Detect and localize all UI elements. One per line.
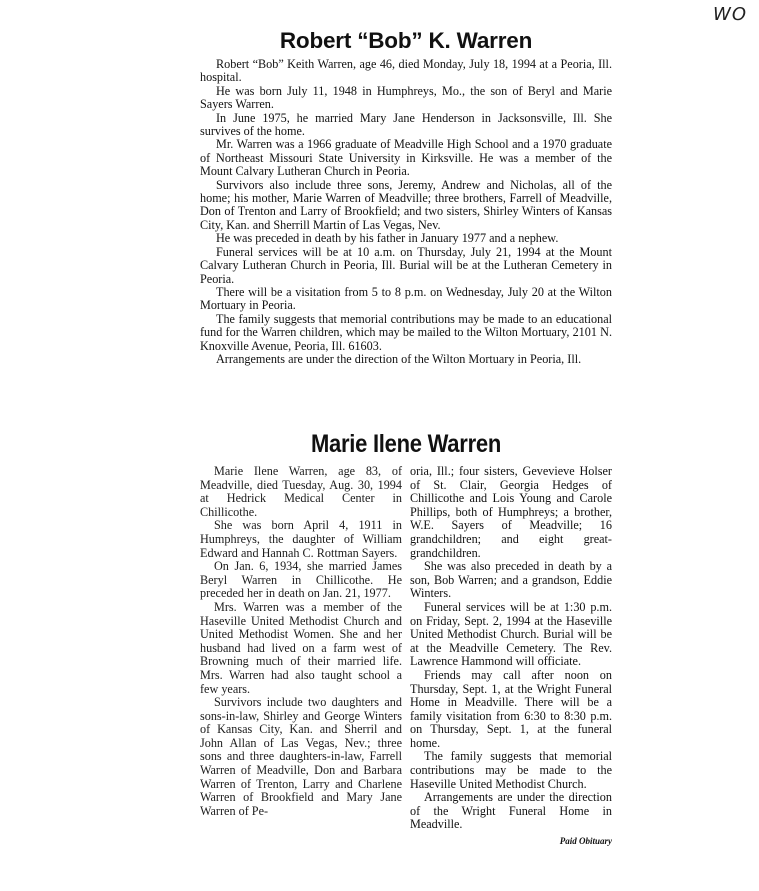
obituary-2-paragraph: She was also preceded in death by a son, Bob Warren; and a grandson, Eddie Winters. bbox=[410, 559, 612, 601]
obituary-2-left-column bbox=[200, 465, 402, 846]
obituary-2-right-column bbox=[410, 465, 612, 846]
obituary-2-paragraph: Survivors include two daughters and sons-in-law, Shirley and George Winters of Kansas City, Kan. and Sherril and John Allan of Las Vegas, Nev.; three sons and three daughters-in-law, Farrell Warren of Meadville, Don and Barbara Warren of Trenton, Larry and Charlene Warren of Brookfield and Mary Jane Warren of Pe- bbox=[200, 695, 402, 818]
obituary-1-paragraph: He was preceded in death by his father in January 1977 and a nephew. bbox=[216, 231, 559, 246]
obituary-2-paragraph: Marie Ilene Warren, age 83, of Meadville, died Tuesday, Aug. 30, 1994 at Hedrick Medical Center in Chillicothe. bbox=[200, 464, 402, 519]
obituary-1-paragraph: Mr. Warren was a 1966 graduate of Meadville High School and a 1970 graduate of Northeast Missouri State University in Kirksville. He was a member of the Mount Calvary Lutheran Church in Peoria. bbox=[200, 137, 612, 179]
obituary-2-columns bbox=[200, 465, 612, 846]
paid-obituary-label: Paid Obituary bbox=[559, 836, 612, 847]
obituary-2-paragraph: Mrs. Warren was a member of the Haseville United Methodist Church and United Methodist Women. She and her husband had lived on a farm west of Browning much of their married life. Mrs. Warren had also taught school a few years. bbox=[200, 599, 402, 696]
handwritten-corner-note: WO bbox=[713, 4, 747, 25]
obituary-2-paragraph: She was born April 4, 1911 in Humphreys, the daughter of William Edward and Hannah C. Rottman Sayers. bbox=[200, 518, 402, 560]
obituary-1-headline: Robert “Bob” K. Warren bbox=[279, 28, 533, 53]
obituary-1-paragraph: The family suggests that memorial contributions may be made to an educational fund for the Warren children, which may be mailed to the Wilton Mortuary, 2101 N. Knoxville Avenue, Peoria, Ill. 61603. bbox=[200, 311, 612, 353]
obituary-marie-warren bbox=[200, 430, 612, 846]
obituary-2-paragraph: Friends may call after noon on Thursday, Sept. 1, at the Wright Funeral Home in Meadville. There will be a family visitation from 6:30 to 8:30 p.m. on Thursday, Sept. 1, at the funeral home. bbox=[410, 667, 612, 750]
obituary-2-headline: Marie Ilene Warren bbox=[310, 430, 502, 458]
obituary-2-paragraph: Arrangements are under the direction of the Wright Funeral Home in Meadville. bbox=[410, 790, 612, 832]
obituary-2-paragraph: The family suggests that memorial contributions may be made to the Haseville United Methodist Church. bbox=[410, 749, 612, 791]
obituary-1-paragraph: Robert “Bob” Keith Warren, age 46, died Monday, July 18, 1994 at a Peoria, Ill. hospital. bbox=[200, 57, 612, 85]
obituary-1-paragraph: Arrangements are under the direction of the Wilton Mortuary in Peoria, Ill. bbox=[216, 351, 582, 366]
obituary-1-paragraph: There will be a visitation from 5 to 8 p.m. on Wednesday, July 20 at the Wilton Mortuary in Peoria. bbox=[200, 284, 612, 313]
obituary-1-paragraph: In June 1975, he married Mary Jane Henderson in Jacksonsville, Ill. She survives of the home. bbox=[200, 110, 612, 139]
obituary-1-paragraph: Funeral services will be at 10 a.m. on Thursday, July 21, 1994 at the Mount Calvary Lutheran Church in Peoria, Ill. Burial will be at the Lutheran Cemetery in Peoria. bbox=[200, 244, 612, 286]
obituary-1-paragraph: Survivors also include three sons, Jeremy, Andrew and Nicholas, all of the home; his mother, Marie Warren of Meadville; three brothers, Farrell of Meadville, Don of Trenton and Larry of Brookfield; and two sisters, Shirley Winters of Kansas City, Kan. and Sherrill Martin of Las Vegas, Nev. bbox=[200, 177, 612, 232]
obituary-2-paragraph: oria, Ill.; four sisters, Gevevieve Holser of St. Clair, Georgia Hedges of Chillicothe and Lois Young and Carole Phillips, both of Humphreys; a brother, W.E. Sayers of Meadville; 16 grandchildren; and eight great-grandchildren. bbox=[410, 464, 612, 560]
obituary-2-paragraph: Funeral services will be at 1:30 p.m. on Friday, Sept. 2, 1994 at the Haseville United Methodist Church. Burial will be at the Meadville Cemetery. The Rev. Lawrence Hammond will officiate. bbox=[410, 599, 612, 669]
obituary-robert-warren bbox=[200, 28, 612, 366]
obituary-2-paragraph: On Jan. 6, 1934, she married James Beryl Warren in Chillicothe. He preceded her in death on Jan. 21, 1977. bbox=[200, 559, 402, 601]
obituary-1-paragraph: He was born July 11, 1948 in Humphreys, Mo., the son of Beryl and Marie Sayers Warren. bbox=[200, 83, 612, 112]
